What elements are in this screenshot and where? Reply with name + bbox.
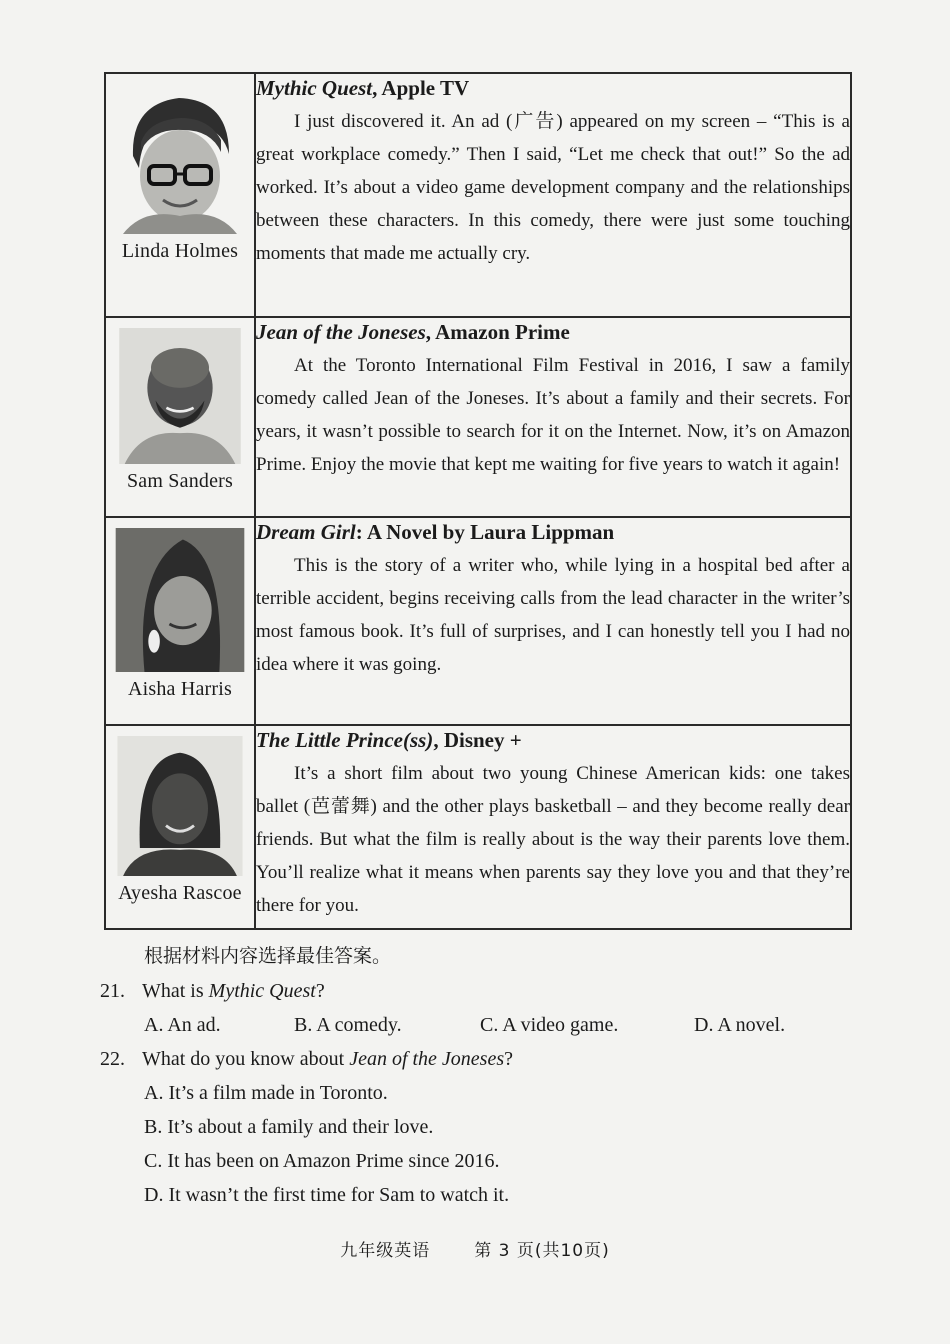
option-c[interactable]: C. It has been on Amazon Prime since 2016. — [144, 1150, 500, 1172]
reviewer-photo — [113, 736, 247, 876]
reviewer-name: Linda Holmes — [121, 240, 239, 262]
option-d[interactable]: D. A novel. — [694, 1014, 786, 1036]
reviewer-cell — [105, 73, 255, 317]
question-22 — [100, 1042, 860, 1076]
review-text: At the Toronto International Film Festival in 2016, I saw a family comedy called Jean of the Joneses. It’s about a family and their secrets. For years, it wasn’t possible to search for it on the Internet. Now, it’s on Amazon Prime. Enjoy the movie that kept me waiting for five years to watch it again! — [256, 355, 850, 475]
review-text: It’s a short film about two young Chinese American kids: one takes ballet (芭蕾舞) and the other plays basketball – and they become really dear friends. But what the film is really about is the way their parents love them. You’ll realize what it means when parents say they love you and that they’re there for you. — [256, 763, 850, 916]
reviewer-name: Ayesha Rascoe — [118, 882, 242, 904]
option-b[interactable]: B. It’s about a family and their love. — [144, 1116, 434, 1138]
footer-subject: 九年级英语 — [340, 1241, 431, 1261]
reviewer-photo — [113, 84, 247, 234]
option-a[interactable]: A. An ad. — [144, 1014, 221, 1036]
review-row — [105, 517, 851, 725]
question-21 — [100, 974, 860, 1008]
review-cell — [255, 317, 851, 517]
instruction: 根据材料内容选择最佳答案。 — [144, 945, 392, 967]
questions-section — [100, 938, 860, 1212]
reviewer-cell — [105, 725, 255, 929]
reviewer-name: Aisha Harris — [127, 678, 233, 700]
review-cell — [255, 73, 851, 317]
review-title: Dream Girl: A Novel by Laura Lippman — [256, 520, 615, 544]
question-number: 22. — [100, 1048, 125, 1070]
review-cell — [255, 725, 851, 929]
review-title: The Little Prince(ss), Disney + — [256, 728, 522, 752]
review-row — [105, 317, 851, 517]
review-cell — [255, 517, 851, 725]
review-row — [105, 725, 851, 929]
reviewer-cell — [105, 317, 255, 517]
question-21-options — [144, 1008, 860, 1042]
reviewer-name: Sam Sanders — [126, 470, 234, 492]
option-a[interactable]: A. It’s a film made in Toronto. — [144, 1082, 388, 1104]
review-text: I just discovered it. An ad (广告) appeared on my screen – “This is a great workplace comedy.” Then I said, “Let me check that out!” So the ad worked. It’s about a video game development company and the relationships between these characters. In this comedy, there were just some touching moments that made me actually cry. — [256, 111, 850, 264]
reviewer-photo — [113, 528, 247, 672]
option-b[interactable]: B. A comedy. — [294, 1014, 402, 1036]
question-number: 21. — [100, 980, 125, 1002]
footer-page-number: 第 3 页(共10页) — [474, 1241, 610, 1261]
review-row — [105, 73, 851, 317]
option-c[interactable]: C. A video game. — [480, 1014, 619, 1036]
reviews-table — [104, 72, 852, 930]
reviewer-cell — [105, 517, 255, 725]
review-title: Mythic Quest, Apple TV — [256, 76, 470, 100]
option-d[interactable]: D. It wasn’t the first time for Sam to watch it. — [144, 1184, 510, 1206]
question-stem: What is Mythic Quest? — [142, 980, 325, 1002]
reviewer-photo — [113, 328, 247, 464]
review-title: Jean of the Joneses, Amazon Prime — [256, 320, 570, 344]
review-text: This is the story of a writer who, while lying in a hospital bed after a terrible accident, begins receiving calls from the lead character in the writer’s most famous book. It’s full of surprises, and I can honestly tell you I had no idea where it was going. — [256, 555, 850, 675]
page-footer — [0, 1236, 950, 1261]
question-stem: What do you know about Jean of the Joneses? — [142, 1048, 514, 1070]
